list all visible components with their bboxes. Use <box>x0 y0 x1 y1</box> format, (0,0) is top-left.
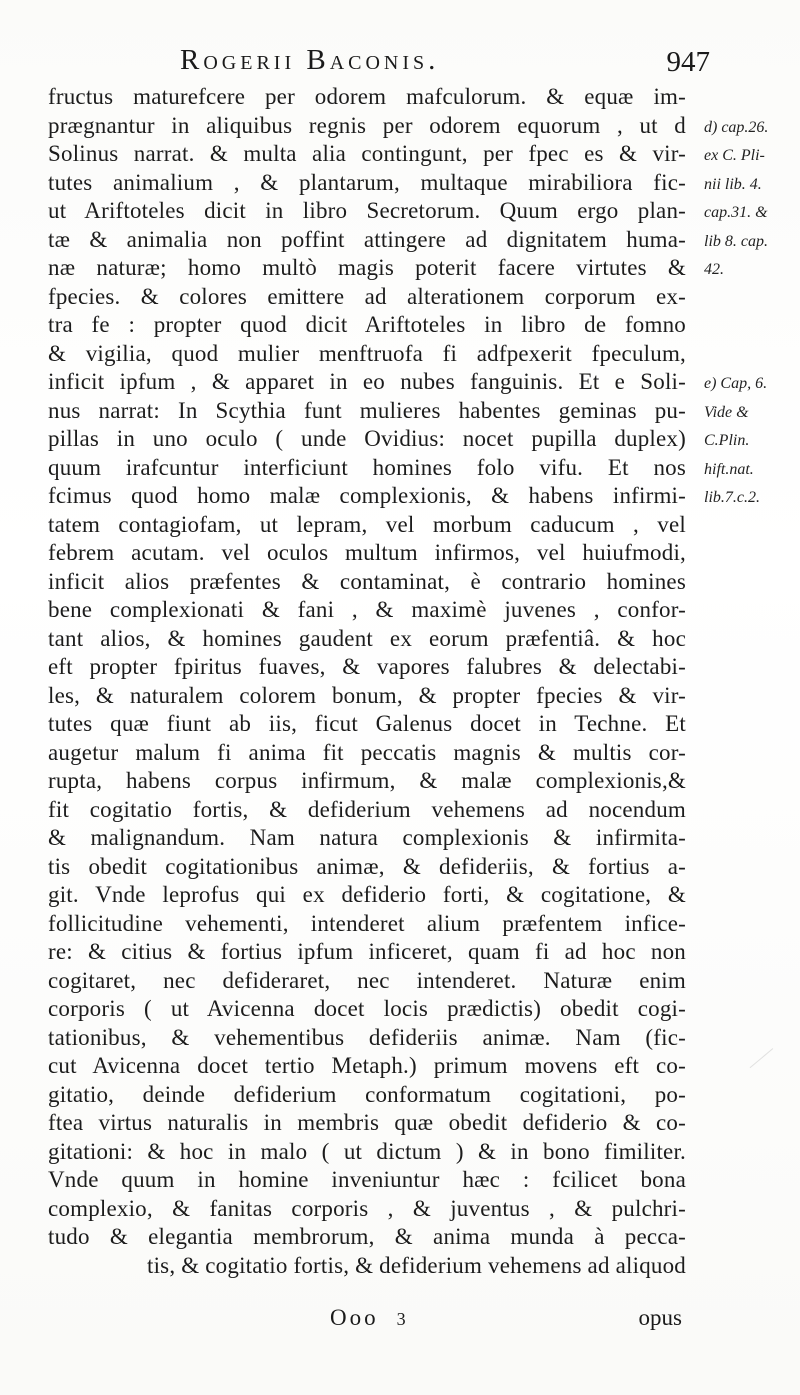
text-line: inficit ipfum , & apparet in eo nubes fanguinis. Et e Soli- <box>48 369 686 394</box>
running-head <box>150 44 710 84</box>
text-line: tra fe : propter quod dicit Ariftoteles in libro de fomno <box>48 312 686 337</box>
text-line: Vnde quum in homine inveniuntur hæc : fcilicet bona <box>48 1167 686 1192</box>
body-text <box>48 83 686 1280</box>
text-line: & vigilia, quod mulier menftruofa fi adfpexerit fpeculum, <box>48 340 686 366</box>
text-line: corporis ( ut Avicenna docet locis prædictis) obedit cogi- <box>48 996 686 1021</box>
margin-note: cap.31. & <box>704 204 768 221</box>
text-line: git. Vnde leprofus qui ex defiderio forti, & cogitatione, & <box>48 882 686 907</box>
margin-note: hift.nat. <box>704 460 754 478</box>
text-line: augetur malum fi anima fit peccatis magnis & multis cor- <box>48 739 686 765</box>
page-number: 947 <box>666 46 710 78</box>
text-line: fit cogitatio fortis, & defiderium vehemens ad nocendum <box>48 796 686 822</box>
text-line: eft propter fpiritus fuaves, & vapores falubres & delectabi- <box>48 654 686 679</box>
text-line: cut Avicenna docet tertio Metaph.) primum movens eft co- <box>48 1053 686 1078</box>
margin-note: lib.7.c.2. <box>704 489 760 506</box>
text-line: nus narrat: In Scythia funt mulieres habentes geminas pu- <box>48 397 686 423</box>
text-line: febrem acutam. vel oculos multum infirmos, vel huiufmodi, <box>48 540 686 565</box>
text-line: les, & naturalem colorem bonum, & propter fpecies & vir- <box>48 682 686 708</box>
catchword: opus <box>638 1305 682 1330</box>
text-line: & malignandum. Nam natura complexionis & infirmita- <box>48 825 686 850</box>
text-line: fructus maturefcere per odorem mafculorum. & equæ im- <box>48 84 686 109</box>
text-line: Solinus narrat. & multa alia contingunt, per fpec es & vir- <box>48 141 686 166</box>
paper-mark <box>737 1033 773 1068</box>
margin-note: ex C. Pli- <box>704 147 765 164</box>
margin-note: nii lib. 4. <box>704 175 762 193</box>
signature-letters: Ooo <box>330 1305 379 1330</box>
margin-note: d) cap.26. <box>704 118 769 136</box>
text-line: tis, & cogitatio fortis, & defiderium vehemens ad aliquod <box>146 1252 686 1278</box>
text-line: tationibus, & vehementibus defideriis animæ. Nam (fic- <box>48 1024 686 1050</box>
margin-note: 42. <box>704 261 724 278</box>
text-line: re: & citius & fortius ipfum inficeret, quam fi ad hoc non <box>48 939 686 964</box>
text-line: gitatio, deinde defiderium conformatum cogitationi, po- <box>48 1081 686 1107</box>
running-title: Rogerii Baconis. <box>180 44 440 76</box>
signature-mark <box>330 1305 406 1331</box>
text-line: inficit alios præfentes & contaminat, è contrario homines <box>48 568 686 594</box>
text-line: tant alios, & homines gaudent ex eorum præfentiâ. & hoc <box>48 625 686 651</box>
text-line: tutes quæ fiunt ab iis, ficut Galenus docet in Techne. Et <box>48 711 686 736</box>
signature-number: 3 <box>396 1309 406 1329</box>
margin-note: lib 8. cap. <box>704 232 768 250</box>
text-line: ftea virtus naturalis in membris quæ obedit defiderio & co- <box>48 1110 686 1135</box>
margin-note: e) Cap, 6. <box>704 375 768 392</box>
text-line: fpecies. & colores emittere ad alterationem corporum ex- <box>48 283 686 309</box>
text-line: follicitudine vehementi, intenderet alium præfentem infice- <box>48 910 686 936</box>
text-line: rupta, habens corpus infirmum, & malæ complexionis,& <box>48 768 686 793</box>
text-line: quum irafcuntur interficiunt homines folo vifu. Et nos <box>48 454 686 480</box>
text-line: ut Ariftoteles dicit in libro Secretorum. Quum ergo plan- <box>48 198 686 223</box>
text-line: tis obedit cogitationibus animæ, & defideriis, & fortius a- <box>48 853 686 879</box>
margin-note: Vide & <box>704 403 749 421</box>
text-line: fcimus quod homo malæ complexionis, & habens infirmi- <box>48 483 686 508</box>
text-line: gitationi: & hoc in malo ( ut dictum ) & in bono fimiliter. <box>48 1138 686 1164</box>
text-line: prægnantur in aliquibus regnis per odorem equorum , ut d <box>48 112 686 138</box>
text-line: tutes animalium , & plantarum, multaque mirabiliora fic- <box>48 169 686 195</box>
text-line: tæ & animalia non poffint attingere ad dignitatem huma- <box>48 226 686 252</box>
text-line: tatem contagiofam, ut lepram, vel morbum caducum , vel <box>48 511 686 537</box>
text-line: bene complexionati & fani , & maximè juvenes , confor- <box>48 597 686 622</box>
text-line: complexio, & fanitas corporis , & juventus , & pulchri- <box>48 1195 686 1221</box>
text-line: cogitaret, nec defideraret, nec intenderet. Naturæ enim <box>48 967 686 993</box>
margin-note: C.Plin. <box>704 432 750 449</box>
text-line: pillas in uno oculo ( unde Ovidius: nocet pupilla duplex) <box>48 426 686 451</box>
text-line: næ naturæ; homo multò magis poterit facere virtutes & <box>48 255 686 280</box>
text-line: tudo & elegantia membrorum, & anima munda à pecca- <box>48 1224 686 1249</box>
